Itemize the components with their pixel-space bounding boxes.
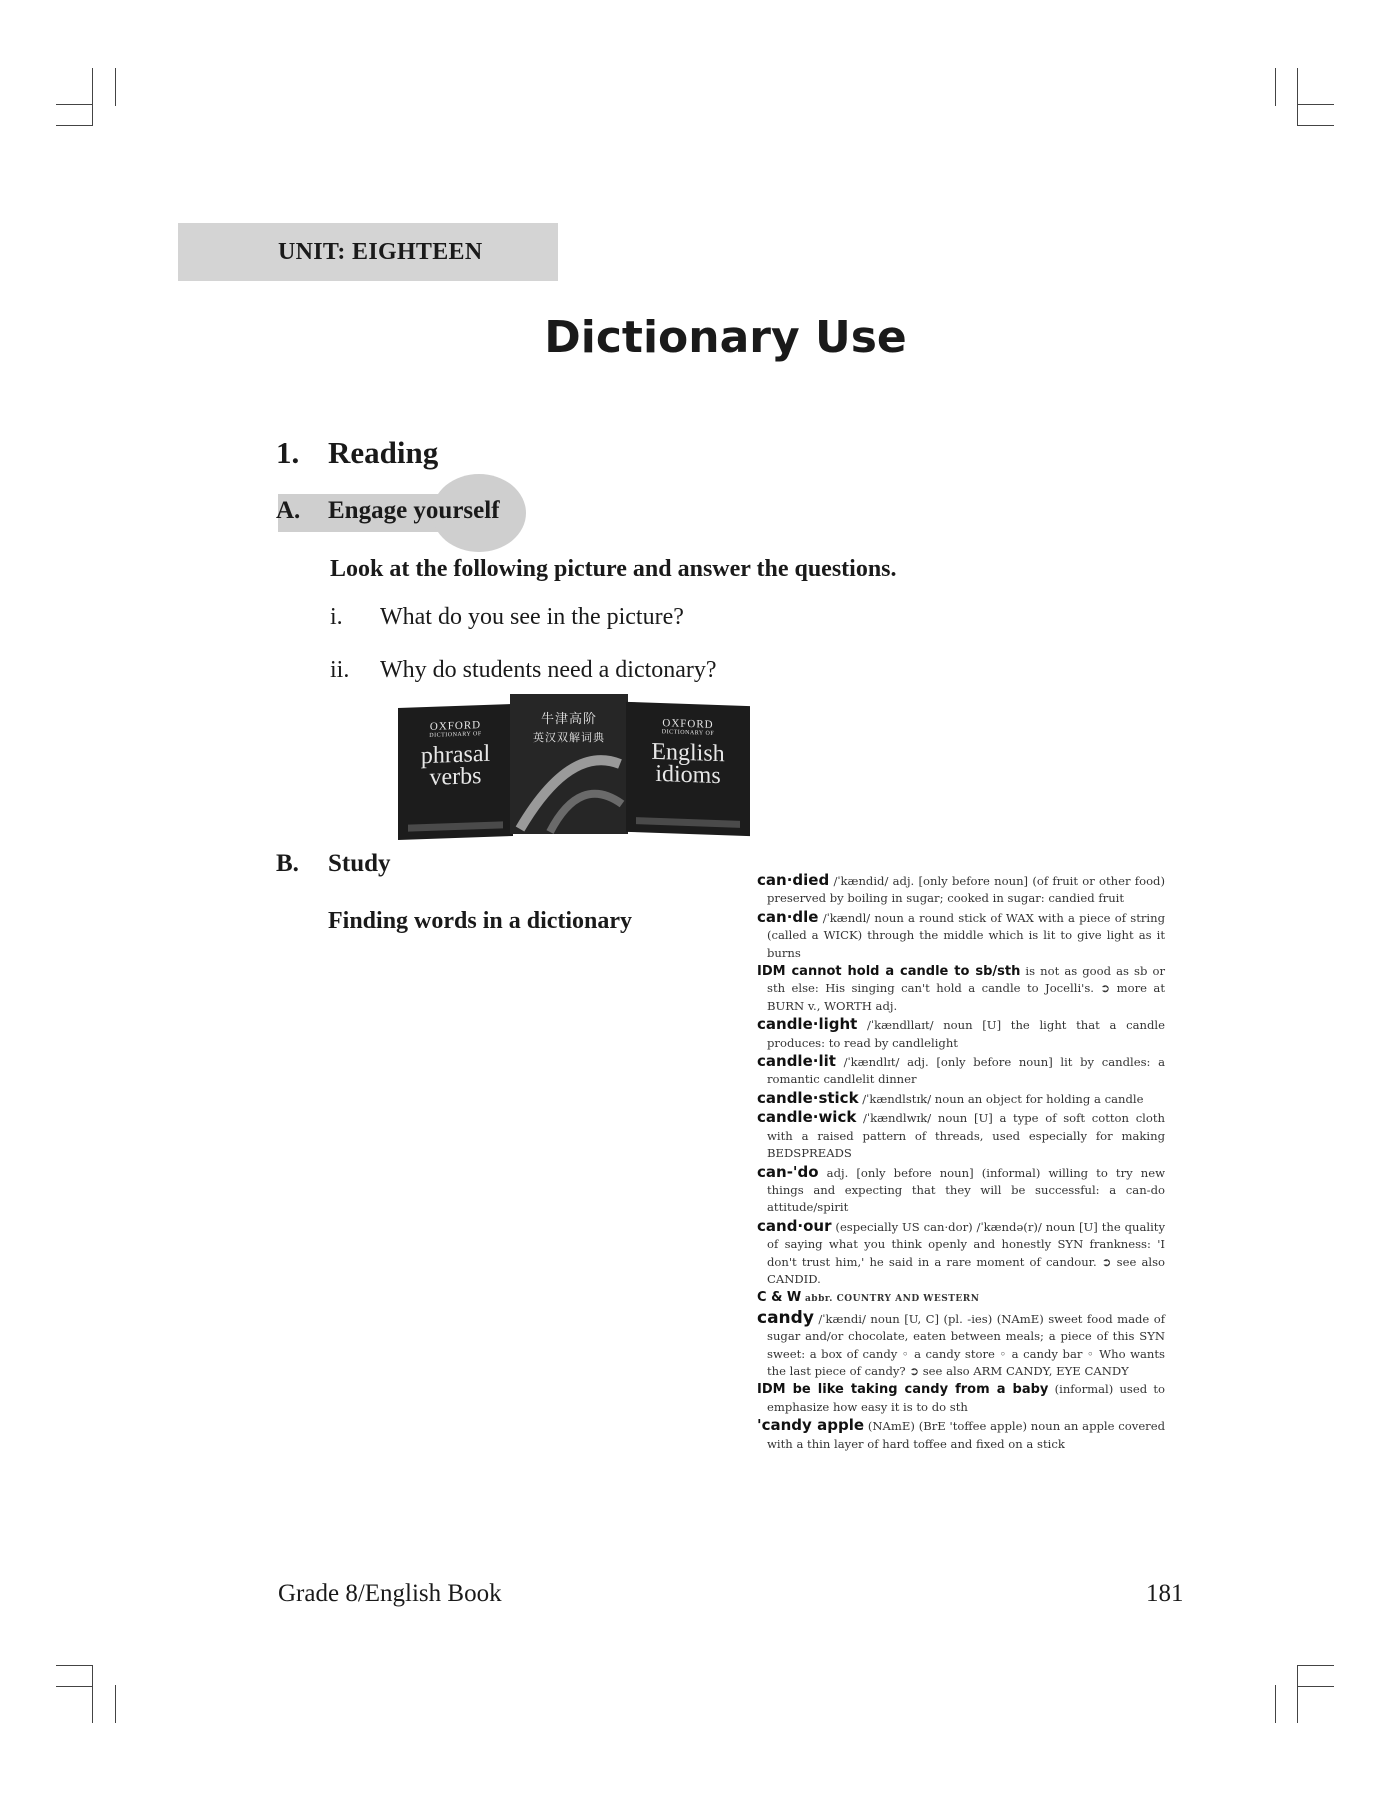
unit-label: UNIT: EIGHTEEN — [278, 238, 483, 265]
section-1-heading: Reading — [328, 435, 439, 470]
page-title: Dictionary Use — [544, 312, 907, 363]
book-english-chinese: 牛津高阶 英汉双解词典 — [510, 694, 628, 834]
crop-mark — [92, 68, 93, 126]
question-text: What do you see in the picture? — [380, 604, 684, 630]
dictionary-entry: candle·lit /ˈkændlɪt/ adj. [only before noun] lit by candles: a romantic candlelit dinner — [757, 1052, 1166, 1087]
crop-mark — [1298, 125, 1334, 126]
unit-banner — [178, 223, 558, 281]
section-1-number: 1. — [276, 435, 300, 470]
dictionary-entry: can·dle /ˈkændl/ noun a round stick of WAX with a piece of string (called a WICK) through the middle which is lit to give light as it burns — [757, 907, 1165, 960]
crop-mark — [1298, 104, 1334, 105]
section-a-heading: Engage yourself — [328, 497, 500, 524]
section-a-number: A. — [276, 497, 301, 524]
crop-mark — [1275, 68, 1276, 106]
dictionary-entry: cand·our (especially US can·dor) /ˈkændə(r)/ noun [U] the quality of saying what you think openly and honestly SYN frankness: 'I don't trust him,' he said in a rare moment of candour. ➲ see also CANDID. — [757, 1216, 1165, 1286]
dictionary-entry: candy /ˈkændi/ noun [U, C] (pl. -ies) (NAmE) sweet food made of sugar and/or chocolate, eaten between meals; a piece of this SYN sweet: a box of candy ◦ a candy store ◦ a candy bar ◦ Who wants the last piece of candy? ➲ see also ARM CANDY, EYE CANDY — [757, 1307, 1166, 1378]
dictionary-entry: 'candy apple (NAmE) (BrE 'toffee apple) noun an apple covered with a thin layer of hard toffee and fixed on a stick — [757, 1416, 1166, 1451]
dictionary-entry: IDM cannot hold a candle to sb/sth is not as good as sb or sth else: His singing can't hold a candle to Jocelli's. ➲ more at BURN v., WORTH adj. — [757, 964, 1166, 1013]
crop-mark — [56, 104, 92, 105]
dictionaries-picture — [398, 694, 750, 838]
dictionary-entry: candle·wick /ˈkændlwɪk/ noun [U] a type of soft cotton cloth with a raised pattern of threads, used especially for making BEDSPREADS — [757, 1108, 1165, 1161]
section-b-heading: Study — [328, 850, 391, 877]
crop-mark — [1298, 1665, 1334, 1666]
crop-mark — [56, 125, 92, 126]
book-english-idioms: OXFORD DICTIONARY OF English idioms — [626, 702, 750, 836]
dictionary-excerpt — [757, 872, 1165, 1554]
crop-mark — [115, 68, 116, 106]
instruction-text: Look at the following picture and answer the questions. — [330, 556, 897, 582]
question-number: ii. — [330, 657, 350, 683]
book-cover-graphic — [510, 734, 628, 834]
crop-mark — [1275, 1685, 1276, 1723]
footer-book-title: Grade 8/English Book — [278, 1580, 502, 1607]
book-phrasal-verbs: OXFORD DICTIONARY OF phrasal verbs — [398, 704, 513, 840]
crop-mark — [1297, 68, 1298, 126]
dictionary-entry: can-'do adj. [only before noun] (informal) willing to try new things and expecting that they will be successful: a can-do attitude/spirit — [757, 1162, 1165, 1215]
crop-mark — [56, 1665, 92, 1666]
crop-mark — [1297, 1665, 1298, 1723]
question-text: Why do students need a dictonary? — [380, 657, 717, 683]
dictionary-entry: candle·light /ˈkændllaɪt/ noun [U] the light that a candle produces: to read by candlelight — [757, 1015, 1165, 1050]
crop-mark — [56, 1686, 92, 1687]
crop-mark — [115, 1685, 116, 1723]
crop-mark — [92, 1665, 93, 1723]
dictionary-entry: C & W abbr. COUNTRY AND WESTERN — [757, 1290, 980, 1306]
page-number: 181 — [1146, 1580, 1184, 1607]
crop-mark — [1298, 1686, 1334, 1687]
question-number: i. — [330, 604, 343, 630]
dictionary-entry: can·died /ˈkændid/ adj. [only before noun] (of fruit or other food) preserved by boiling in sugar; cooked in sugar: candied fruit — [757, 871, 1165, 906]
section-b-number: B. — [276, 850, 299, 877]
dictionary-entry: IDM be like taking candy from a baby (informal) used to emphasize how easy it is to do sth — [757, 1382, 1166, 1414]
study-subheading: Finding words in a dictionary — [328, 908, 633, 934]
dictionary-entry: candle·stick /ˈkændlstɪk/ noun an object for holding a candle — [757, 1088, 1144, 1107]
